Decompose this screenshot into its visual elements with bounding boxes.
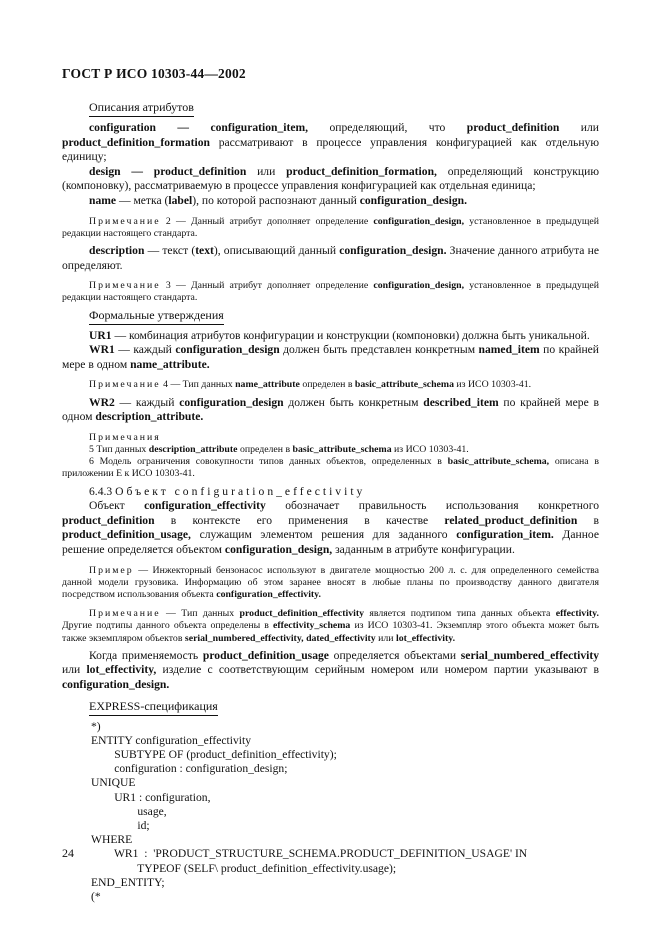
code-line: END_ENTITY; (91, 875, 165, 889)
text-run: Другие подтипы данного объекта определены в (62, 620, 274, 632)
bold-term: text (195, 243, 214, 257)
bold-term: product_definition_formation, (286, 164, 437, 178)
text-run: 4 — Тип данных (160, 379, 236, 391)
code-line: id; (91, 818, 150, 832)
text-run: 2 — Данный атрибут дополняет определение (160, 215, 374, 227)
text-run: 6.4.3 (89, 484, 116, 498)
express-code (91, 720, 599, 905)
text-run: ), описывающий данный (213, 243, 340, 257)
subsection-heading-6-4-3 (62, 485, 599, 500)
bold-term: name_attribute. (130, 357, 210, 371)
text-run: — метка ( (116, 193, 169, 207)
text-run: из ИСО 10303-41. (391, 443, 469, 455)
code-line: (* (91, 889, 101, 903)
text-run: определен в (299, 379, 355, 391)
code-line: WR1 : 'PRODUCT_STRUCTURE_SCHEMA.PRODUCT_DEFINITION_USAGE' IN (91, 847, 528, 861)
text-run: обозначает правильность использования конкретного (265, 499, 599, 513)
bold-term: configuration_design. (359, 193, 467, 207)
text-run: должен быть конкретным (283, 395, 424, 409)
spaced-title: Объект configuration_effectivity (115, 484, 366, 498)
code-line: UR1 : configuration, (91, 790, 211, 804)
text-run: в контексте его применения в качестве (154, 513, 445, 527)
bold-term: label (168, 193, 193, 207)
document-header: ГОСТ Р ИСО 10303-44—2002 (62, 66, 246, 81)
text-run: по крайней мере в одном (62, 343, 599, 371)
rule-wr1 (62, 343, 599, 372)
text-run: 6 Модель ограничения совокупности типов данных объектов, определенных в (89, 456, 448, 468)
bold-term: serial_numbered_effectivity (460, 648, 600, 662)
bold-term: name_attribute (235, 379, 300, 391)
code-line: WHERE (91, 833, 133, 847)
text-run: определяющий, что (308, 121, 467, 134)
code-line: usage, (91, 804, 167, 818)
text-run: по крайней мере в одном (62, 395, 599, 424)
text-run: 5 Тип данных (89, 443, 149, 455)
text-run: — Тип данных (160, 608, 240, 620)
bold-term: product_definition_usage (202, 648, 329, 662)
text-run: 3 — Данный атрибут дополняет определение (160, 280, 374, 292)
bold-term: configuration_effectivity. (216, 588, 321, 600)
paragraph-name (62, 194, 599, 209)
paragraph-configuration-effectivity (62, 499, 599, 557)
bold-term: name (89, 193, 117, 207)
bold-term: described_item (423, 395, 499, 409)
bold-term: description_attribute (148, 443, 238, 455)
bold-term: lot_effectivity. (396, 632, 456, 644)
bold-term: lot_effectivity, (86, 663, 157, 677)
note-2 (62, 216, 599, 240)
bold-term: basic_attribute_schema, (447, 456, 550, 468)
spaced-label: Пример (89, 564, 134, 576)
bold-term: configuration_design, (224, 542, 333, 556)
text-run: или (246, 164, 287, 178)
text-run: Когда применяемость (89, 648, 203, 662)
paragraph-usage (62, 649, 599, 693)
bold-term: design — product_definition (89, 164, 247, 178)
paragraph-design (62, 165, 599, 194)
bold-term: basic_attribute_schema (354, 379, 454, 391)
bold-term: product_definition (466, 121, 560, 134)
text-run: ), по которой распознают данный (192, 193, 360, 207)
spaced-label: Примечание (89, 608, 161, 620)
bold-term: product_definition_effectivity (239, 608, 364, 620)
text-run: Данное решение определяется объектом (62, 528, 599, 556)
bold-term: configuration_design. (62, 677, 170, 691)
bold-term: configuration_design, (373, 215, 465, 227)
bold-term: configuration — configuration_item, (89, 121, 309, 134)
bold-term: description_attribute. (95, 410, 204, 424)
example (62, 565, 599, 602)
bold-term: configuration_effectivity (144, 499, 266, 513)
bold-term: product_definition_formation (62, 135, 210, 149)
text-run: должен быть представлен конкретным (279, 343, 479, 357)
bold-term: serial_numbered_effectivity, dated_effectivity (184, 632, 376, 644)
code-line: *) (91, 719, 101, 733)
text-run: установленное в предыдущей редакции настоящего стандарта. (62, 280, 599, 304)
spaced-label: Примечания (89, 431, 161, 443)
section-heading-attributes: Описания атрибутов (89, 100, 194, 117)
text-run: — комбинация атрибутов конфигурации и конструкции (компоновки) должна быть уникальной. (111, 328, 590, 342)
bold-term: WR2 (89, 395, 115, 409)
rule-wr2 (62, 396, 599, 425)
section-heading-express: EXPRESS-спецификация (89, 699, 218, 716)
note-4 (62, 379, 599, 391)
text-run: рассматривают в процессе управления конфигурацией как отдельную единицу; (62, 135, 599, 164)
text-run: — Инжекторный бензонасос используют в двигателе мощностью 200 л. с. для определенного семейства данной модели грузовика. Информацию об этом заранее вносят в любые планы по производству данного двигателя посредством использования объекта (62, 564, 599, 600)
bold-term: named_item (478, 343, 540, 357)
bold-term: configuration_design (179, 395, 284, 409)
text-run: — каждый (114, 343, 176, 357)
bold-term: UR1 (89, 328, 112, 342)
text-run: определен в (237, 443, 293, 455)
section-heading-formal: Формальные утверждения (89, 308, 224, 325)
text-run: определяется объектами (328, 648, 461, 662)
note-effectivity (62, 608, 599, 645)
bold-term: product_definition (62, 513, 155, 527)
spaced-label: Примечание (89, 215, 161, 227)
bold-term: configuration_design (175, 343, 280, 357)
bold-term: basic_attribute_schema (292, 443, 392, 455)
note-6 (62, 456, 599, 480)
paragraph-configuration (62, 121, 599, 165)
code-line: ENTITY configuration_effectivity (91, 733, 252, 747)
text-run: определяющий конструкцию (компоновку), рассматриваемую в процессе управления конфигурацией как отдельная единица; (62, 164, 599, 193)
bold-term: related_product_definition (444, 513, 578, 527)
note-5 (62, 444, 599, 456)
text-run: — текст ( (144, 243, 196, 257)
text-run: из ИСО 10303-41. (453, 379, 532, 391)
code-line: configuration : configuration_design; (91, 762, 288, 776)
bold-term: configuration_design, (373, 280, 465, 292)
text-run: является подтипом типа данных объекта (364, 608, 556, 620)
text-run: описана в приложении Е к ИСО 10303-41. (62, 456, 599, 480)
text-run: или (559, 121, 600, 134)
bold-term: configuration_item. (456, 528, 554, 542)
text-run: Объект (89, 499, 145, 513)
rule-ur1 (62, 329, 599, 344)
bold-term: configuration_design. (339, 243, 447, 257)
text-run: или (375, 632, 396, 644)
spaced-label: Примечание (89, 379, 161, 391)
bold-term: description (89, 243, 145, 257)
text-run: заданным в атрибуте конфигурации. (332, 542, 515, 556)
bold-term: effectivity. (555, 608, 599, 620)
spaced-label: Примечание (89, 280, 161, 292)
bold-term: product_definition_usage, (62, 528, 191, 542)
text-run: изделие с соответствующим серийным номером или номером партии указывают в (156, 663, 600, 677)
notes-heading (62, 432, 599, 444)
paragraph-description (62, 244, 599, 273)
text-run: установленное в предыдущей редакции настоящего стандарта. (62, 215, 599, 239)
note-3 (62, 280, 599, 304)
text-run: из ИСО 10303-41. Экземпляр этого объекта может быть также экземпляром объектов (62, 620, 600, 644)
text-run: — каждый (114, 395, 180, 409)
text-run: или (62, 663, 87, 677)
bold-term: WR1 (89, 343, 115, 357)
page-content (62, 98, 599, 904)
text-run: Значение данного атрибута не определяют. (62, 243, 599, 272)
page-number: 24 (62, 846, 74, 860)
code-line: SUBTYPE OF (product_definition_effectivity); (91, 747, 337, 761)
text-run: служащим элементом решения для заданного (190, 528, 457, 542)
text-run: в (577, 513, 599, 527)
code-line: TYPEOF (SELF\ product_definition_effectivity.usage); (91, 861, 397, 875)
code-line: UNIQUE (91, 776, 136, 790)
bold-term: effectivity_schema (273, 620, 351, 632)
